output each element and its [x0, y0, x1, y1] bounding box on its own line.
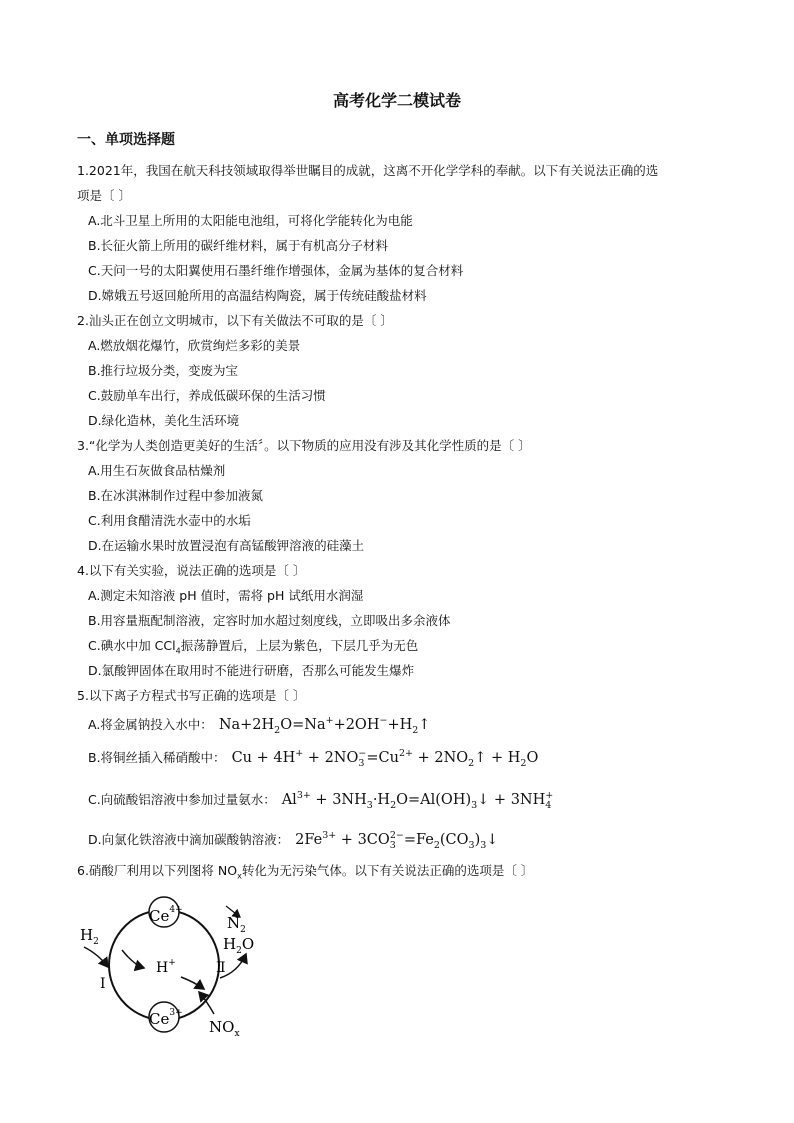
- q5-stem: 5.以下离子方程式书写正确的选项是〔 〕: [77, 688, 306, 703]
- q3-stem: 3.“化学为人类创造更美好的生活〞。以下物质的应用没有涉及其化学性质的是〔 〕: [77, 438, 531, 453]
- q1-stem-line2: 项是〔 〕: [77, 188, 131, 203]
- q5-option-c: C.向硫酸铝溶液中参加过量氨水： $Al^{3+}$ + $3NH_3\cdot H_2O=Al(OH)_3↓ + 3NH_4^+$: [88, 790, 554, 811]
- q4-option-b: B.用容量瓶配制溶液，定容时加水超过刻度线，立即吸出多余液体: [88, 613, 451, 628]
- q1-option-a: A.北斗卫星上所用的太阳能电池组，可将化学能转化为电能: [88, 213, 413, 228]
- h2-label: $H_2$: [80, 926, 99, 947]
- h2o-label: $H_2O$: [223, 935, 255, 956]
- q3-option-a: A.用生石灰做食品枯燥剂: [88, 463, 226, 478]
- q2-option-a: A.燃放烟花爆竹，欣赏绚烂多彩的美景: [88, 338, 301, 353]
- nox-in-arrow: [199, 992, 214, 1014]
- q1-option-d: D.嫦娥五号返回舱所用的高温结构陶瓷，属于传统硅酸盐材料: [88, 288, 427, 303]
- q1-option-b: B.长征火箭上所用的碳纤维材料，属于有机高分子材料: [88, 238, 389, 253]
- q2-stem: 2.汕头正在创立文明城市，以下有关做法不可取的是〔 〕: [77, 313, 393, 328]
- q2-option-b: B.推行垃圾分类，变废为宝: [88, 363, 239, 378]
- inner-arrow-left: [122, 950, 144, 968]
- q5-equation-a: $Na+2H_2O=Na^++2OH^-+H_2↑$: [218, 715, 431, 736]
- q4-option-c: C.碘水中加 CCl$_4$振荡静置后，上层为紫色，下层几乎为无色: [88, 638, 419, 656]
- q4-stem: 4.以下有关实验，说法正确的选项是〔 〕: [77, 563, 306, 578]
- ce-cycle-diagram: [76, 892, 276, 1042]
- ce4-label: $Ce^{4+}$: [149, 905, 183, 925]
- ce3-label: $Ce^{3+}$: [149, 1008, 183, 1028]
- q5-option-a: A.将金属钠投入水中： $Na+2H_2O=Na^++2OH^-+H_2↑$: [88, 715, 431, 736]
- q5-equation-c: $Al^{3+}$ + $3NH_3\cdot H_2O=Al(OH)_3↓ + 3NH_4^+$: [281, 790, 554, 811]
- q3-option-d: D.在运输水果时放置浸泡有高锰酸钾溶液的硅藻土: [88, 538, 365, 553]
- q3-option-b: B.在冰淇淋制作过程中参加液氮: [88, 488, 264, 503]
- h2-in-arrow: [84, 947, 108, 967]
- q4-option-d: D.氯酸钾固体在取用时不能进行研磨，否那么可能发生爆炸: [88, 663, 415, 678]
- q6-stem: 6.硝酸厂利用以下列图将 $NO_x$转化为无污染气体。以下有关说法正确的选项是〔 〕: [77, 863, 534, 881]
- inner-arrow-right: [181, 977, 204, 989]
- section-heading: 一、单项选择题: [77, 132, 175, 148]
- q1-stem-line1: 1.2021年，我国在航天科技领域取得举世瞩目的成就，这离不开化学学科的奉献。以下有关说法正确的选: [77, 163, 659, 178]
- hplus-label: H+: [156, 958, 176, 976]
- q5-option-b: B.将铜丝插入稀硝酸中： $Cu + 4H^+ + 2NO_3^-=Cu^{2+}$ + $2NO_2↑ + H_2O$: [88, 748, 539, 769]
- q4-option-a: A.测定未知溶液 pH 值时，需将 pH 试纸用水润湿: [88, 588, 364, 603]
- q5-equation-b: $Cu + 4H^+ + 2NO_3^-=Cu^{2+}$ + $2NO_2↑ + H_2O$: [231, 748, 539, 769]
- n2-label: $N_2$: [227, 914, 246, 935]
- q2-option-d: D.绿化造林，美化生活环境: [88, 413, 240, 428]
- stage-2-label: Ⅱ: [216, 960, 226, 976]
- q5-option-d: D.向氯化铁溶液中滴加碳酸钠溶液： $2Fe^{3+}$ + $3CO_3^{2-}=Fe_2(CO_3)_3↓$: [88, 830, 499, 851]
- q2-option-c: C.鼓励单车出行，养成低碳环保的生活习惯: [88, 388, 326, 403]
- stage-1-label: Ⅰ: [100, 976, 106, 992]
- q1-option-c: C.天问一号的太阳翼使用石墨纤维作增强体，金属为基体的复合材料: [88, 263, 464, 278]
- nox-label: $NO_x$: [209, 1018, 240, 1039]
- q5-equation-d: $2Fe^{3+}$ + $3CO_3^{2-}=Fe_2(CO_3)_3↓$: [295, 830, 499, 851]
- q3-option-c: C.利用食醋清洗水壶中的水垢: [88, 513, 251, 528]
- page-title: 高考化学二模试卷: [332, 91, 461, 110]
